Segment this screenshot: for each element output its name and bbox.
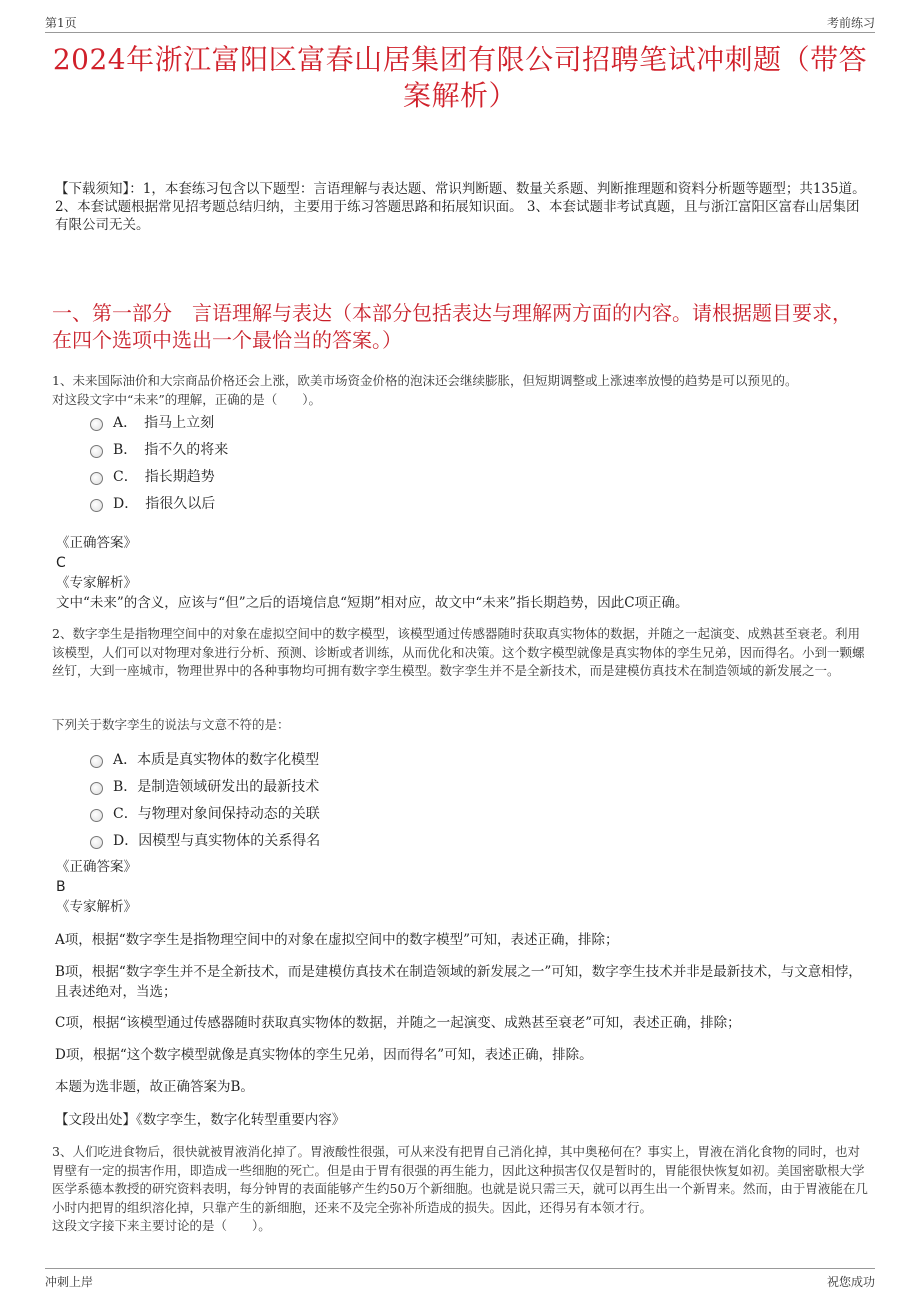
analysis-label: 《专家解析》: [56, 899, 137, 915]
question-1-options: [90, 408, 490, 516]
analysis-c: C项，根据“该模型通过传感器随时获取真实物体的数据，并随之一起演变、成熟甚至衰老”可知，表述正确，排除；: [55, 1015, 741, 1031]
option-c[interactable]: [90, 462, 490, 489]
option-c[interactable]: [90, 799, 490, 826]
radio-icon[interactable]: [90, 809, 103, 822]
question-1-answer: [56, 533, 876, 613]
header-tag: 考前练习: [826, 16, 875, 30]
question-2-options: [90, 745, 490, 853]
footer-left: 冲刺上岸: [45, 1275, 94, 1289]
radio-icon[interactable]: [90, 836, 103, 849]
page-number: 第1页: [45, 16, 77, 30]
answer-label: 《正确答案》: [56, 859, 137, 875]
option-a[interactable]: [90, 745, 490, 772]
answer-value: C: [56, 555, 66, 571]
radio-icon[interactable]: [90, 418, 103, 431]
option-label: C． 指长期趋势: [113, 468, 215, 485]
radio-icon[interactable]: [90, 445, 103, 458]
option-label: B．是制造领域研发出的最新技术: [113, 778, 320, 795]
radio-icon[interactable]: [90, 755, 103, 768]
option-b[interactable]: [90, 772, 490, 799]
section-heading: 一、第一部分 言语理解与表达（本部分包括表达与理解两方面的内容。请根据题目要求，在四个选项中选出一个最恰当的答案。）: [52, 301, 852, 352]
option-b[interactable]: [90, 435, 490, 462]
question-2: [52, 625, 872, 681]
document-title: 2024年浙江富阳区富春山居集团有限公司招聘笔试冲刺题（带答案解析）: [52, 43, 868, 112]
option-d[interactable]: [90, 826, 490, 853]
question-1: [52, 372, 872, 409]
question-2-prompt: 下列关于数字孪生的说法与文意不符的是：: [52, 717, 290, 732]
answer-value: B: [56, 879, 66, 895]
question-1-prompt: 对这段文字中“未来”的理解，正确的是（ ）。: [52, 391, 322, 407]
page-footer: [45, 1268, 875, 1293]
option-label: D．因模型与真实物体的关系得名: [113, 832, 321, 849]
question-2-answer: [56, 857, 876, 917]
option-d[interactable]: [90, 489, 490, 516]
option-label: C．与物理对象间保持动态的关联: [113, 805, 320, 822]
analysis-text: 文中“未来”的含义，应该与“但”之后的语境信息“短期”相对应，故文中“未来”指长期趋势，因此C项正确。: [56, 595, 689, 611]
conclusion: 本题为选非题，故正确答案为B。: [55, 1079, 254, 1095]
question-1-text: 1、未来国际油价和大宗商品价格还会上涨，欧美市场资金价格的泡沫还会继续膨胀，但短期调整或上涨速率放慢的趋势是可以预见的。: [52, 373, 798, 388]
option-label: A．本质是真实物体的数字化模型: [113, 751, 320, 768]
radio-icon[interactable]: [90, 472, 103, 485]
radio-icon[interactable]: [90, 782, 103, 795]
analysis-d: D项，根据“这个数字模型就像是真实物体的孪生兄弟，因而得名”可知，表述正确，排除。: [55, 1047, 593, 1063]
option-label: D． 指很久以后: [113, 495, 216, 512]
page-header: [45, 10, 875, 33]
question-3-text: 3、人们吃进食物后，很快就被胃液消化掉了。胃液酸性很强，可从来没有把胃自己消化掉，其中奥秘何在？事实上，胃液在消化食物的同时，也对胃壁有一定的损害作用，即造成一些细胞的死亡。但是由于胃有很强的再生能力，因此这种损害仅仅是暂时的，胃能很快恢复如初。美国密歇根大学医学系德本教授的研究资料表明，每分钟胃的表面能够产生约50万个新细胞。也就是说只需三天，就可以再生出一个新胃来。然而，由于胃液能在几小时内把胃的组织溶化掉，只靠产生的新细胞，还来不及完全弥补所造成的损失。因此，还得另有本领才行。: [52, 1144, 868, 1215]
radio-icon[interactable]: [90, 499, 103, 512]
analysis-label: 《专家解析》: [56, 575, 137, 591]
footer-right: 祝您成功: [826, 1275, 875, 1289]
question-2-text: 2、数字孪生是指物理空间中的对象在虚拟空间中的数字模型，该模型通过传感器随时获取真实物体的数据，并随之一起演变、成熟甚至衰老。利用该模型，人们可以对物理对象进行分析、预测、诊断或者训练，从而优化和决策。这个数字模型就像是真实物体的孪生兄弟，因而得名。小到一颗螺丝钉，大到一座城市，物理世界中的各种事物均可拥有数字孪生模型。数字孪生并不是全新技术，而是建模仿真技术在制造领域的新发展之一。: [52, 626, 865, 678]
analysis-a: A项，根据“数字孪生是指物理空间中的对象在虚拟空间中的数字模型”可知，表述正确，排除；: [55, 932, 619, 948]
download-notice: 【下载须知】：1，本套练习包含以下题型：言语理解与表达题、常识判断题、数量关系题、判断推理题和资料分析题等题型；共135道。 2、本套试题根据常见招考题总结归纳，主要用于练习答题思路和拓展知识面。 3、本套试题非考试真题，且与浙江富阳区富春山居集团有限公司无关。: [55, 181, 866, 233]
question-3-prompt: 这段文字接下来主要讨论的是（ ）。: [52, 1218, 271, 1233]
option-label: B． 指不久的将来: [113, 441, 229, 458]
option-label: A． 指马上立刻: [113, 414, 215, 431]
question-3: [52, 1143, 872, 1236]
analysis-b: B项，根据“数字孪生并不是全新技术，而是建模仿真技术在制造领域的新发展之一”可知，数字孪生技术并非是最新技术，与文意相悖，且表述绝对，当选；: [55, 964, 862, 1000]
option-a[interactable]: [90, 408, 490, 435]
source-note: 【文段出处】《数字孪生，数字化转型重要内容》: [55, 1112, 346, 1128]
answer-label: 《正确答案》: [56, 535, 137, 551]
